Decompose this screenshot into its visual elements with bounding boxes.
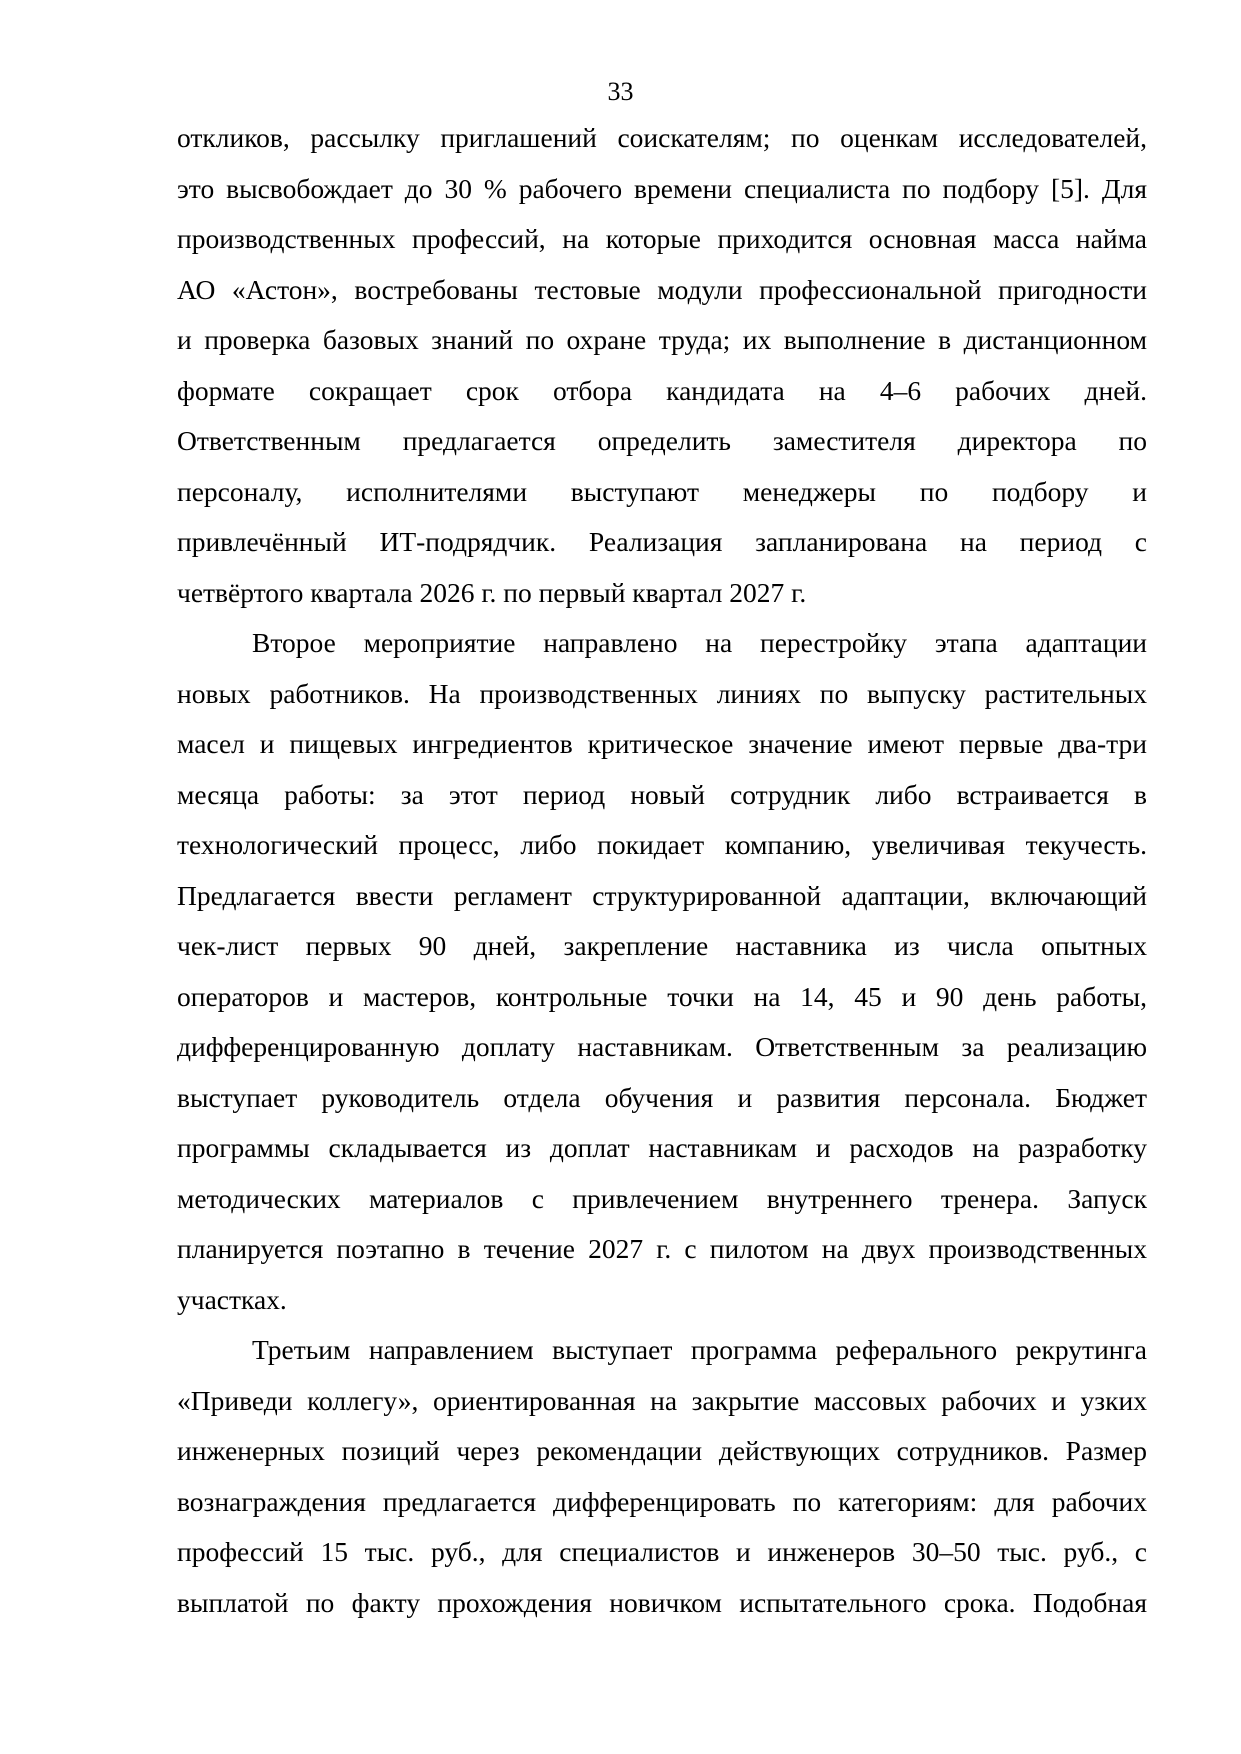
text-line: четвёртого квартала 2026 г. по первый квартал 2027 г.: [177, 576, 807, 608]
body-text: [177, 113, 1147, 1628]
text-line: формате сокращает срок отбора кандидата на 4–6 рабочих дней.: [177, 374, 1147, 406]
text-line: масел и пищевых ингредиентов критическое значение имеют первые два-три: [177, 728, 1147, 759]
text-line: профессий 15 тыс. руб., для специалистов и инженеров 30–50 тыс. руб., с: [177, 1536, 1147, 1567]
text-line: методических материалов с привлечением внутреннего тренера. Запуск: [177, 1182, 1147, 1214]
text-line: Третьим направлением выступает программа реферального рекрутинга: [252, 1334, 1147, 1365]
text-line: Предлагается ввести регламент структурированной адаптации, включающий: [177, 879, 1147, 911]
text-line: и проверка базовых знаний по охране труда; их выполнение в дистанционном: [177, 324, 1147, 355]
text-line: «Приведи коллегу», ориентированная на закрытие массовых рабочих и узких: [177, 1384, 1147, 1416]
text-line: привлечённый ИТ-подрядчик. Реализация запланирована на период с: [177, 526, 1147, 557]
text-line: программы складывается из доплат наставникам и расходов на разработку: [177, 1132, 1147, 1163]
text-line: инженерных позиций через рекомендации действующих сотрудников. Размер: [177, 1435, 1147, 1466]
page-number: 33: [607, 77, 634, 106]
text-line: вознаграждения предлагается дифференцировать по категориям: для рабочих: [177, 1485, 1147, 1517]
text-line: Ответственным предлагается определить заместителя директора по: [177, 425, 1147, 456]
text-line: выступает руководитель отдела обучения и развития персонала. Бюджет: [177, 1081, 1147, 1113]
paragraph-2: [177, 618, 1147, 1325]
text-line: дифференцированную доплату наставникам. Ответственным за реализацию: [177, 1031, 1147, 1062]
text-line: откликов, рассылку приглашений соискателям; по оценкам исследователей,: [177, 122, 1147, 153]
text-line: технологический процесс, либо покидает компанию, увеличивая текучесть.: [177, 829, 1147, 860]
text-line: чек-лист первых 90 дней, закрепление наставника из числа опытных: [177, 930, 1147, 961]
text-line: выплатой по факту прохождения новичком испытательного срока. Подобная: [177, 1586, 1147, 1618]
text-line: это высвобождает до 30 % рабочего времени специалиста по подбору [5]. Для: [177, 172, 1147, 204]
text-line: персоналу, исполнителями выступают менеджеры по подбору и: [177, 475, 1147, 507]
paragraph-1: [177, 113, 1147, 618]
text-line: месяца работы: за этот период новый сотрудник либо встраивается в: [177, 778, 1147, 810]
text-line: АО «Астон», востребованы тестовые модули профессиональной пригодности: [177, 273, 1147, 305]
text-line: производственных профессий, на которые приходится основная масса найма: [177, 223, 1147, 254]
text-line: планируется поэтапно в течение 2027 г. с пилотом на двух производственных: [177, 1233, 1147, 1264]
paragraph-3: [177, 1325, 1147, 1628]
text-line: операторов и мастеров, контрольные точки на 14, 45 и 90 день работы,: [177, 980, 1147, 1012]
text-line: Второе мероприятие направлено на перестройку этапа адаптации: [252, 627, 1147, 658]
text-line: участках.: [177, 1283, 287, 1315]
text-line: новых работников. На производственных линиях по выпуску растительных: [177, 677, 1147, 709]
